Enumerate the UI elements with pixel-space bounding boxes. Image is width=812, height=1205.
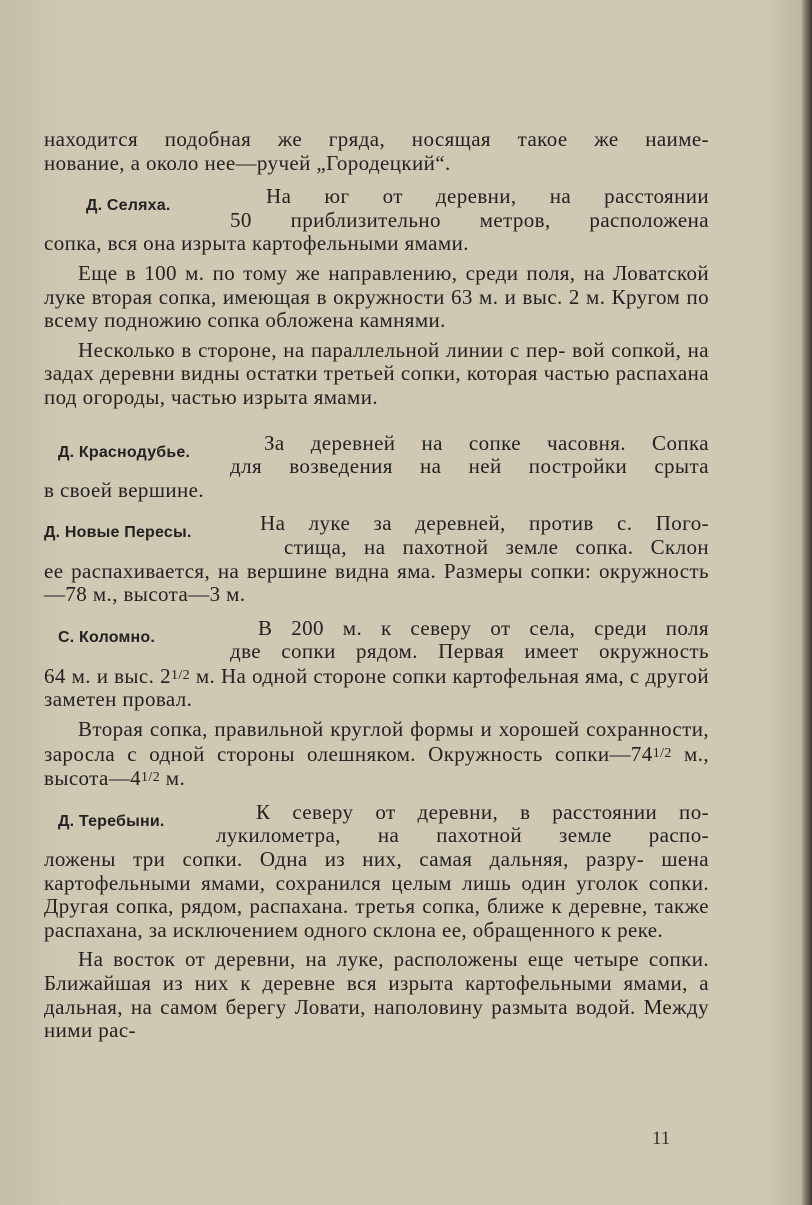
entry-text: ее распахивается, на вершине видна яма. Размеры сопки: окружность—78 м., высота—3 м. [44,558,709,607]
entry-second-line: лукилометра, на пахотной земле распо- [216,823,709,848]
fraction: 1/2 [652,745,672,761]
entry-title: Д. Новые Пересы. [44,524,192,542]
entry-first-line: На луке за деревней, против с. Пого- [260,511,709,536]
text-run: Вторая сопка, правильной круглой формы и хорошей сохранности, заросла с одной стороны олешняком. Окружность сопки—74 [44,717,709,766]
entry-first-line: К северу от деревни, в расстоянии по- [256,799,709,824]
intro-line-2: нование, а около нее—ручей „Городецкий“. [44,150,451,175]
entry-text: ложены три сопки. Одна из них, самая дальняя, разру- шена картофельными ямами, сохранился целым лишь один уголок сопки. Другая сопка, рядом, распахана. третья сопка, ближе к деревне, также распахана, за исключением одного склона ее, обращенного к реке. [44,847,709,942]
entry-second-line: две сопки рядом. Первая имеет окружность [230,639,709,664]
entry-title: С. Коломно. [58,628,156,646]
entry-first-line: За деревней на сопке часовня. Сопка [264,430,709,455]
entry-title: Д. Селяха. [86,197,171,215]
entry-terebyni [44,801,709,848]
paragraph: Еще в 100 м. по тому же направлению, среди поля, на Ловатской луке вторая сопка, имеющая в окружности 63 м. и выс. 2 м. Кругом по всему подножию сопка обложена камнями. [44,260,709,333]
entry-second-line: стища, на пахотной земле сопка. Склон [284,534,709,559]
entry-text: сопка, вся она изрыта картофельными ямами. [44,231,469,256]
paragraph: Несколько в стороне, на параллельной линии с пер- вой сопкой, на задах деревни видны остатки третьей сопки, которая частью распахана под огороды, частью изрыта ямами. [44,337,709,409]
fraction: 1/2 [170,667,191,683]
fraction: 1/2 [141,770,161,786]
entry-text [44,664,709,712]
text-run: м., высота—4 [44,741,709,791]
entry-title: Д. Теребыни. [58,812,165,830]
intro-line-1: находится подобная же гряда, носящая такое же наиме- [44,127,709,151]
text-run: 64 м. и выс. 2 [44,663,171,688]
entry-novye-peresy [44,512,709,559]
entry-first-line: На юг от деревни, на расстоянии [266,184,709,209]
page-number: 11 [652,1128,671,1149]
text-run: м. На одной стороне сопки картофельная яма, с другой заметен провал. [44,663,709,712]
entry-first-line: В 200 м. к северу от села, среди поля [258,615,709,640]
entry-krasnodubye [44,432,709,479]
entry-title: Д. Краснодубье. [58,443,191,461]
entry-seliakha [44,185,709,232]
entry-text: в своей вершине. [44,477,205,502]
entry-kolomno [44,617,709,664]
paragraph [44,718,709,791]
page-text [44,128,709,1043]
paragraph: На восток от деревни, на луке, расположены еще четыре сопки. Ближайшая из них к деревне вся изрыта картофельными ямами, а дальная, на самом берегу Ловати, наполовину размыта водой. Между ними рас- [44,947,709,1043]
entry-second-line: для возведения на ней постройки срыта [230,454,709,479]
book-spine [802,0,812,1205]
text-run: м. [160,766,186,791]
entry-second-line: 50 приблизительно метров, расположена [230,207,709,232]
